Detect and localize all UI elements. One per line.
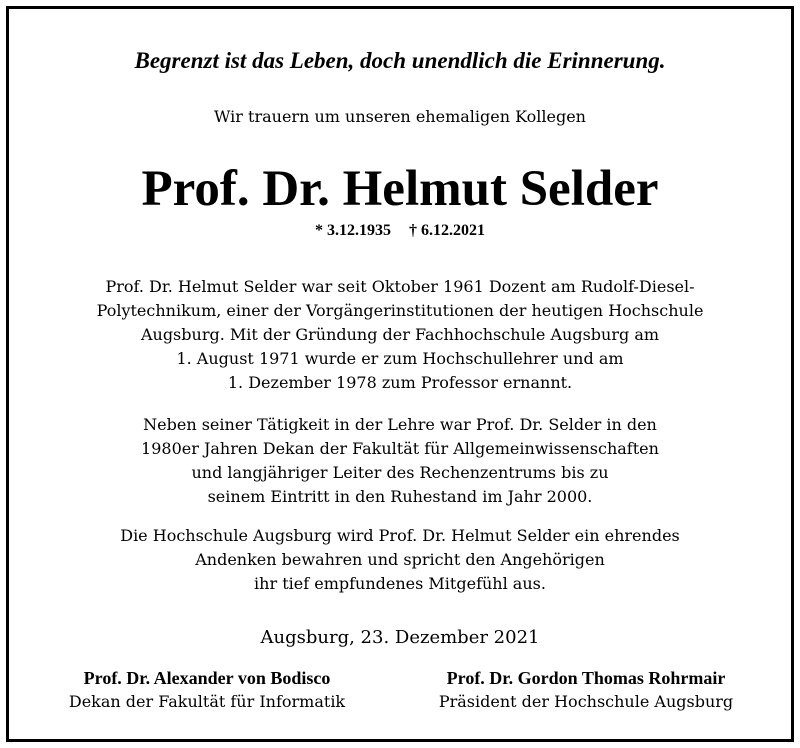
signatory-role: Dekan der Fakultät für Informatik xyxy=(68,692,346,711)
paragraph-career xyxy=(29,275,771,395)
paragraph-line: 1980er Jahren Dekan der Fakultät für Allgemeinwissenschaften xyxy=(141,439,659,458)
death-date: † 6.12.2021 xyxy=(409,222,485,239)
signatory-dean xyxy=(33,666,381,714)
paragraph-line: 1. Dezember 1978 zum Professor ernannt. xyxy=(227,373,573,392)
signatory-name: Prof. Dr. Gordon Thomas Rohrmair xyxy=(446,668,726,688)
paragraph-line: seinem Eintritt in den Ruhestand im Jahr 2000. xyxy=(207,487,593,506)
signatory-name: Prof. Dr. Alexander von Bodisco xyxy=(83,668,331,688)
motto-quote: Begrenzt ist das Leben, doch unendlich die Erinnerung. xyxy=(134,48,666,73)
paragraph-line: Prof. Dr. Helmut Selder war seit Oktober 1961 Dozent am Rudolf-Diesel- xyxy=(105,277,695,296)
paragraph-line: Andenken bewahren und spricht den Angehörigen xyxy=(195,550,605,569)
paragraph-line: Die Hochschule Augsburg wird Prof. Dr. Helmut Selder ein ehrendes xyxy=(120,526,680,545)
paragraph-line: Augsburg. Mit der Gründung der Fachhochschule Augsburg am xyxy=(140,325,660,344)
place-and-date: Augsburg, 23. Dezember 2021 xyxy=(260,627,540,648)
obituary-notice xyxy=(6,6,794,742)
paragraph-line: 1. August 1971 wurde er zum Hochschullehrer und am xyxy=(176,349,624,368)
life-dates xyxy=(9,221,791,241)
paragraph-condolence xyxy=(29,524,771,596)
deceased-name: Prof. Dr. Helmut Selder xyxy=(141,161,659,217)
paragraph-line: Neben seiner Tätigkeit in der Lehre war Prof. Dr. Selder in den xyxy=(143,415,657,434)
paragraph-line: Polytechnikum, einer der Vorgängerinstitutionen der heutigen Hochschule xyxy=(96,301,704,320)
signatory-president xyxy=(405,666,767,714)
paragraph-line: ihr tief empfundenes Mitgefühl aus. xyxy=(254,574,546,593)
paragraph-roles xyxy=(29,413,771,509)
signatory-role: Präsident der Hochschule Augsburg xyxy=(438,692,734,711)
birth-date: * 3.12.1935 xyxy=(315,222,391,239)
intro-line: Wir trauern um unseren ehemaligen Kollegen xyxy=(214,107,586,126)
paragraph-line: und langjähriger Leiter des Rechenzentrums bis zu xyxy=(191,463,609,482)
